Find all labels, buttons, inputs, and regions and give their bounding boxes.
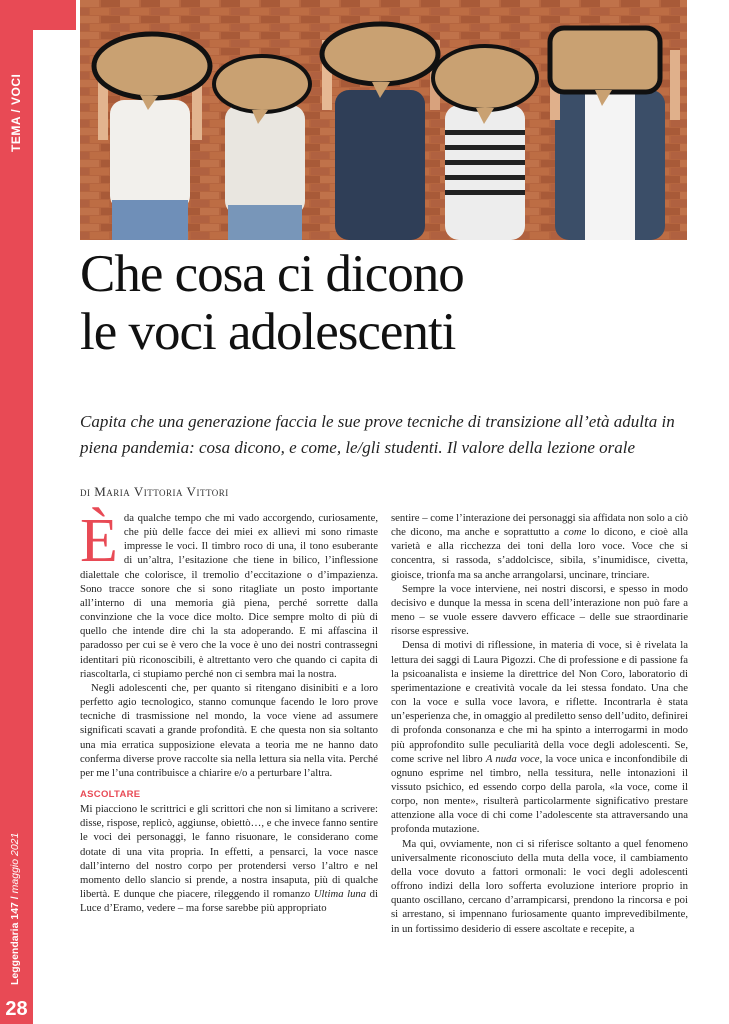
paragraph-text: sentire – come l’interazione dei personaggi sia affidata non solo a ciò che dicono, ma anche e soprattutto a [391, 512, 688, 539]
issue-info: Leggendaria 147 / maggio 2021 [9, 832, 21, 985]
teens-with-speech-bubbles-illustration [80, 0, 687, 240]
title-line-1: Che cosa ci dicono [80, 245, 464, 303]
paragraph [391, 638, 688, 836]
article-subtitle: Capita che una generazione faccia le sue prove tecniche di transizione all’età adulta in piena pandemia: cosa dicono, e come, le/gli studenti. Il valore della lezione orale [80, 412, 675, 457]
article-title [80, 245, 700, 361]
author-name: Maria Vittoria Vittori [94, 484, 229, 499]
issue-date: maggio 2021 [9, 832, 21, 894]
paragraph-text: Densa di motivi di riflessione, in materia di voce, si è rivelata la lettura dei saggi di Laura Pigozzi. Che di professione e di passione fa la psicoanalista e insieme la direttrice del Non Coro, laboratorio di sperimentazione e creatività vocale da lei stessa fondato. Una che con la voce e sulla voce lavora, e riflette. Incontrarla è stata un’esperienza che, in omaggio al prediletto senso dell’udito, definirei di profonda consonanza e che mi ha spinto a interrogarmi in modo più approfondito sulle peculiarità della voce degli adolescenti. Se, come scrive nel libro [391, 639, 688, 765]
corner-spacer [33, 30, 80, 50]
drop-cap: È [80, 507, 118, 575]
paragraph: Sempre la voce interviene, nei nostri discorsi, e spesso in modo decisivo e dunque la messa in scena dell’interazione non può fare a meno – se vuole essere davvero efficace – delle sue straordinarie risorse espressive. [391, 582, 688, 638]
book-title: Ultima luna [313, 888, 367, 901]
emphasis: come [563, 526, 587, 539]
cover-photo [80, 0, 687, 240]
paragraph-text: lo dicono, e cioè alla varietà e alla ricchezza dei toni della loro voce. Voce che si concentra, si rassoda, s’addolcisce, sibila, s’inumidisce, civetta, gioisce, trionfa ma sa anche arrangolarsi, uncinare, trinciare. [391, 526, 688, 581]
book-title: A nuda voce [485, 752, 540, 765]
paragraph-text: di Luce d’Eramo, vedere – ma forse sarebbe più appropriato [80, 888, 378, 915]
paragraph [391, 511, 688, 582]
paragraph [80, 802, 378, 915]
paragraph [80, 507, 378, 681]
issue-name: Leggendaria 147 [9, 902, 21, 985]
paragraph-text: da qualche tempo che mi vado accorgendo, curiosamente, che più delle facce dei miei ex allievi mi sono rimaste impresse le voci. Il timbro roco di una, il tono esuberante di un’altra, l’esitazione che tiene in bilico, l’inflessione dialettale che colorisce, il tremolio d’eccitazione o d’impazienza. Sono tracce sonore che si sono ritagliate un posto importante all’interno di una memoria già piena, perché sorrette dalla convinzione che la voce dice molto. Dice sempre molto di più di quello che intende dire chi la sta adoperando. E mi affascina il paradosso per cui se è vero che la voce è uno dei nostri contrassegni identitari più riconoscibili, è altrettanto vero che quando ci capita di riascoltarla, ci stupiamo perché non ci sembra mai la nostra. [80, 512, 378, 680]
section-tag: TEMA / VOCI [9, 73, 23, 152]
byline-prefix: di [80, 484, 95, 499]
paragraph-text: Mi piacciono le scrittrici e gli scrittori che non si limitano a scrivere: disse, rispose, replicò, aggiunse, obiettò…, e che invece fanno sentire le voci dei personaggi, le fanno risuonare, le considerano come dotate di una vita propria. In effetti, a pensarci, la voce nasce dall’interno del nostro corpo per protendersi verso l’altro e nel momento dello slancio si prende, a nostra insaputa, più di qualche libertà. E dunque che piacere, rileggendo il romanzo [80, 803, 378, 901]
body-column-left [80, 507, 378, 915]
body-column-right [391, 511, 688, 936]
byline [80, 484, 229, 500]
paragraph-text: , la voce unica e inconfondibile di ognuno esprime nel timbro, nella tessitura, nelle intonazioni il vissuto psichico, ed essendo corpo della parola, «la voce, come il corpo, non mente», risulterà particolarmente significativo prestare attenzione alla voce di chi come l’adolescente sta attraversando una profonda mutazione. [391, 752, 689, 836]
paragraph: Ma qui, ovviamente, non ci si riferisce soltanto a quel fenomeno universalmente riconosciuto della muta della voce, il cambiamento della voce dovuto a fattori ormonali: le voci degli adolescenti offrono indizi della loro sofferta evoluzione interiore proprio in quanto oscillano, cercano d’arrampicarsi, prendono la rincorsa e poi si arrestano, si impennano furiosamente quanto imprevedibilmente, in un fortissimo desiderio di essere ascoltate e recepite, a [391, 837, 688, 935]
page-number: 28 [5, 998, 28, 1020]
section-subhead: ASCOLTARE [80, 788, 141, 800]
title-line-2: le voci adolescenti [80, 303, 456, 361]
paragraph: Negli adolescenti che, per quanto si ritengano disinibiti e a loro perfetto agio tecnologico, stanno comunque facendo le loro prove tecniche di trasmissione nel mondo, la voce viene ad assumere significati scavati a grande profondità. E che questa non sia soltanto una mia erratica supposizione elevata a teoria me ne hanno dato conferma diverse prove raccolte sia nella lettura sia nella vita. Perché per me l’una contribuisce a chiarire e/o a perturbare l’altra. [80, 681, 378, 779]
